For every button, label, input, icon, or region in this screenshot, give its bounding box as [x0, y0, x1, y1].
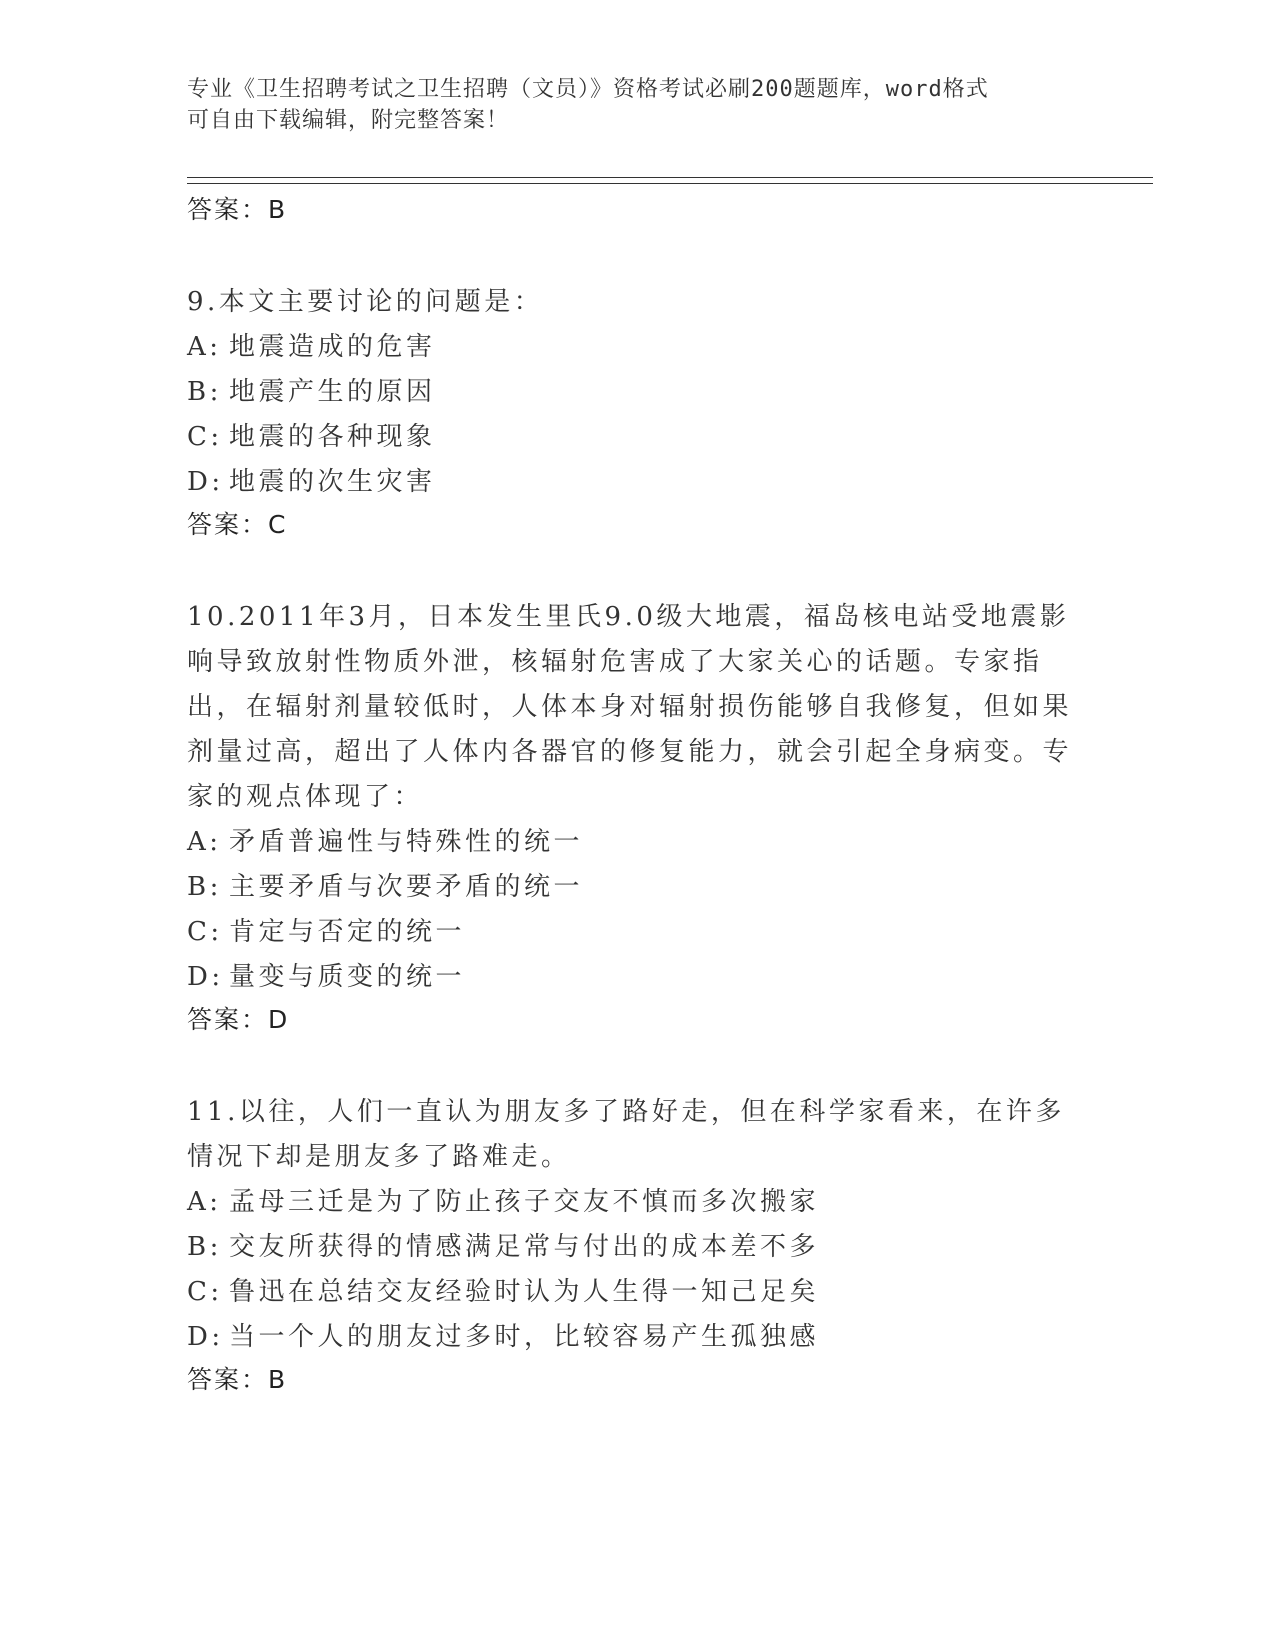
- option-c: [187, 415, 1087, 460]
- option-text: 当一个人的朋友过多时，比较容易产生孤独感: [229, 1322, 820, 1352]
- option-b: [187, 865, 1087, 910]
- question-block: [187, 280, 1087, 549]
- question-text: 10.2011年3月，日本发生里氏9.0级大地震，福岛核电站受地震影响导致放射性物质外泄，核辐射危害成了大家关心的话题。专家指出，在辐射剂量较低时，人体本身对辐射损伤能够自我修复，但如果剂量过高，超出了人体内各器官的修复能力，就会引起全身病变。专家的观点体现了：: [187, 602, 1073, 812]
- question-text: 11.以往，人们一直认为朋友多了路好走，但在科学家看来，在许多情况下却是朋友多了路难走。: [187, 1097, 1065, 1172]
- option-letter: A:: [187, 827, 222, 857]
- option-letter: D:: [187, 467, 224, 497]
- option-d: [187, 460, 1087, 505]
- option-letter: C:: [187, 917, 223, 947]
- option-text: 孟母三迁是为了防止孩子交友不慎而多次搬家: [229, 1187, 820, 1217]
- option-text: 交友所获得的情感满足常与付出的成本差不多: [229, 1232, 820, 1262]
- option-d: [187, 955, 1087, 1000]
- option-letter: D:: [187, 962, 224, 992]
- option-b: [187, 370, 1087, 415]
- question-block: [187, 1090, 1087, 1404]
- option-text: 地震的次生灾害: [229, 467, 436, 497]
- answer-line: 答案：B: [187, 195, 288, 224]
- option-text: 量变与质变的统一: [229, 962, 466, 992]
- option-text: 地震产生的原因: [229, 377, 436, 407]
- option-letter: C:: [187, 422, 223, 452]
- option-letter: D:: [187, 1322, 224, 1352]
- question-list: [187, 190, 1087, 1404]
- option-b: [187, 1225, 1087, 1270]
- option-text: 地震造成的危害: [229, 332, 436, 362]
- header-line-1: 专业《卫生招聘考试之卫生招聘（文员）》资格考试必刷200题题库，word格式: [187, 77, 989, 102]
- header-rule-bottom: [187, 183, 1153, 184]
- option-c: [187, 910, 1087, 955]
- option-letter: B:: [187, 872, 222, 902]
- header-rule-top: [187, 177, 1153, 178]
- answer-line: 答案：D: [187, 1005, 290, 1034]
- option-text: 地震的各种现象: [229, 422, 436, 452]
- document-header: [187, 74, 1067, 136]
- question-block: [187, 595, 1087, 1044]
- answer-line: 答案：B: [187, 1365, 288, 1394]
- option-a: [187, 325, 1087, 370]
- option-a: [187, 820, 1087, 865]
- header-line-2: 可自由下载编辑，附完整答案！: [187, 108, 510, 133]
- option-letter: C:: [187, 1277, 223, 1307]
- option-text: 主要矛盾与次要矛盾的统一: [229, 872, 584, 902]
- option-letter: B:: [187, 377, 222, 407]
- option-letter: A:: [187, 332, 222, 362]
- question-text: 9.本文主要讨论的问题是：: [187, 287, 544, 317]
- option-c: [187, 1270, 1087, 1315]
- answer-line: 答案：C: [187, 510, 288, 539]
- option-a: [187, 1180, 1087, 1225]
- option-text: 鲁迅在总结交友经验时认为人生得一知己足矣: [229, 1277, 820, 1307]
- option-d: [187, 1315, 1087, 1360]
- option-letter: B:: [187, 1232, 222, 1262]
- option-text: 矛盾普遍性与特殊性的统一: [229, 827, 584, 857]
- option-text: 肯定与否定的统一: [229, 917, 466, 947]
- option-letter: A:: [187, 1187, 222, 1217]
